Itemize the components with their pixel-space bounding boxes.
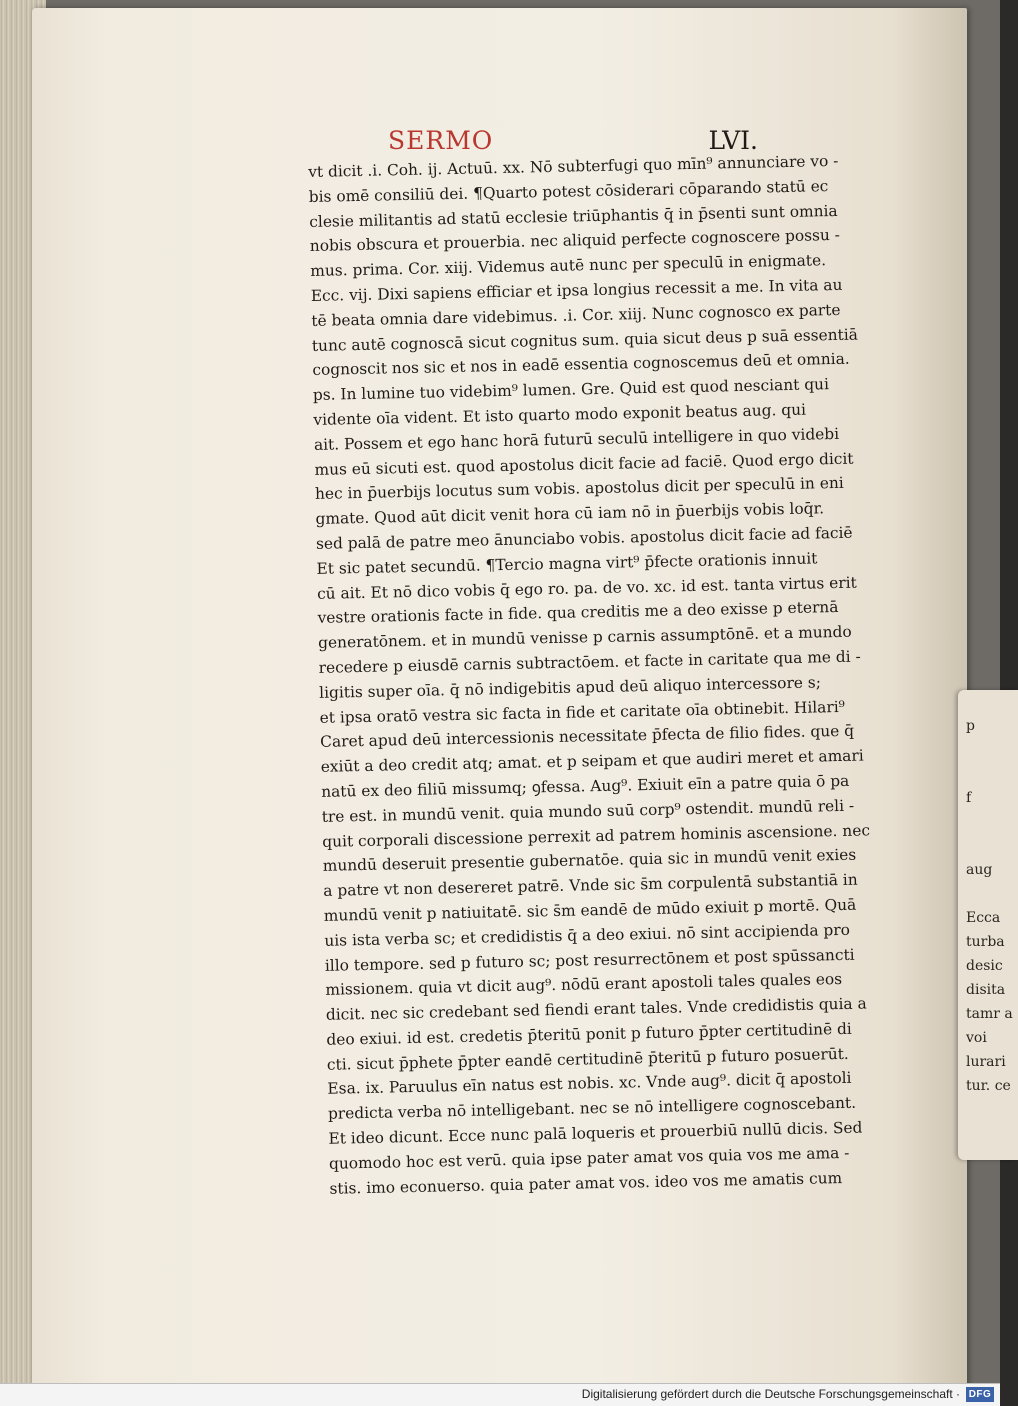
adjacent-page-fragment: aug (966, 862, 993, 878)
text-line: illo tempore. sed p futuro sc; post resurrectōnem et post spūssancti (324, 945, 855, 975)
text-line: Et ideo dicunt. Ecce nunc palā loqueris et prouerbiū nullū dicis. Sed (328, 1118, 863, 1148)
text-line: ligitis super oīa. q̄ nō indigebitis apud deū aliquo intercessore s; (318, 673, 822, 702)
text-line: recedere p eiusdē carnis subtractōem. et facte in caritate qua me di ‑ (318, 647, 861, 677)
text-line: quit corporali discessione perrexit ad patrem hominis ascensione. nec (322, 820, 871, 851)
text-line: nobis obscura et prouerbia. nec aliquid perfecte cognoscere possu ‑ (309, 226, 841, 256)
dfg-logo-icon: DFG (966, 1387, 994, 1402)
adjacent-page-fragment (958, 882, 1018, 906)
text-line: generatōnem. et in mundū venisse p carnis assumptōnē. et a mundo (317, 622, 852, 653)
text-line: natū ex deo filiū missumq; ꝯfessa. Aug⁹. Exiuit eīn a patre quia ō pa (321, 771, 850, 801)
text-line: ps. In lumine tuo videbim⁹ lumen. Gre. Quid est quod nesciant qui (312, 375, 830, 405)
text-line: ait. Possem et ego hanc horā futurū seculū intelligere in quo videbi (313, 424, 840, 454)
adjacent-page-edge (958, 690, 1018, 1160)
text-line: missionem. quia vt dicit aug⁹. nōdū erant apostoli tales quales eos (325, 970, 843, 1000)
text-line: gmate. Quod aūt dicit venit hora cū iam nō in p̄uerbijs vobis loq̄r. (315, 499, 825, 529)
text-line: hec in p̄uerbijs locutus sum vobis. apostolus dicit per speculū in eni (314, 474, 844, 504)
adjacent-page-fragment: turba (966, 934, 1005, 950)
adjacent-page-fragment: p (966, 718, 975, 734)
adjacent-page-fragment: tur. ce (966, 1078, 1011, 1094)
adjacent-page-fragment (958, 690, 1018, 714)
footer-credit: Digitalisierung gefördert durch die Deutsche Forschungsgemeinschaft · (581, 1387, 960, 1401)
running-title-right: LVI. (708, 126, 758, 155)
text-line: tunc autē cognoscā sicut cognitus sum. quia sicut deus p suā essentiā (311, 325, 859, 355)
text-line: predicta verba nō intelligebant. nec se nō intelligere cognoscebant. (327, 1094, 857, 1124)
running-title-left: SERMO (388, 126, 494, 155)
text-line: Esa. ix. Paruulus eīn natus est nobis. xc. Vnde aug⁹. dicit q̄ apostoli (327, 1069, 852, 1099)
text-line: quomodo hoc est verū. quia ipse pater amat vos quia vos me ama ‑ (328, 1143, 850, 1173)
text-line: et ipsa oratō vestra sic facta in fide et caritate oīa obtinebit. Hilari⁹ (319, 697, 845, 727)
adjacent-page-fragment: f (966, 790, 972, 806)
text-line: mus eū sicuti est. quod apostolus dicit facie ad faciē. Quod ergo dicit (314, 449, 854, 479)
text-line: exiūt a deo credit atq; amat. et p seipam et que audiri meret et amari (320, 746, 864, 776)
text-line: stis. imo econuerso. quia pater amat vos. ideo vos me amatis cum (329, 1168, 843, 1198)
text-line: cognoscit nos sic et nos in eadē essentia cognoscemus deū et omnia. (312, 350, 850, 380)
text-line: cti. sicut p̄phete p̄pter eandē certitudinē p̄teritū p futuro posuerūt. (326, 1044, 849, 1074)
text-line: vidente oīa vident. Et isto quarto modo exponit beatus aug. qui (313, 400, 807, 429)
text-line: dicit. nec sic credebant sed fiendi erant tales. Vnde credidistis quia a (325, 994, 867, 1024)
text-line: clesie militantis ad statū ecclesie triūphantis q̄ in p̄senti sunt omnia (309, 201, 838, 231)
adjacent-page-fragment: lurari (966, 1054, 1006, 1070)
text-line: vestre orationis facte in fide. qua creditis me a deo exisse p eternā (317, 598, 839, 628)
text-line: vt dicit .i. Coh. ij. Actuū. xx. Nō subterfugi quo mīn⁹ annunciare vo ‑ (308, 151, 839, 181)
text-line: mundū venit p natiuitatē. sic s̄m eandē de mūdo exiuit p mortē. Quā (323, 895, 857, 925)
adjacent-page-fragment: voi (966, 1030, 987, 1046)
text-line: bis omē consiliū dei. ¶Quarto potest cōsiderari cōparando statū ec (308, 176, 829, 206)
adjacent-page-fragment: disita (966, 982, 1006, 998)
text-line: a patre vt non desereret patrē. Vnde sic s̄m corpulentā substantiā in (323, 870, 858, 900)
text-line: tre est. in mundū venit. quia mundo suū corp⁹ ostendit. mundū reli ‑ (321, 796, 855, 826)
text-line: sed palā de patre meo ānunciabo vobis. apostolus dicit facie ad faciē (315, 523, 853, 553)
adjacent-page-fragment (958, 762, 1018, 786)
body-text (308, 148, 890, 1201)
text-line: cū ait. Et nō dico vobis q̄ ego ro. pa. de vo. xc. id est. tanta virtus erit (316, 573, 857, 603)
text-line: mus. prima. Cor. xiij. Videmus autē nunc per speculū in enigmate. (310, 251, 827, 281)
text-line: Caret apud deū intercessionis necessitate p̄fecta de filio fides. que q̄ (320, 722, 855, 752)
adjacent-page-fragment: tamr a (966, 1006, 1013, 1022)
text-line: uis ista verba sc; et credidistis q̄ a deo exiui. nō sint accipienda pro (324, 920, 851, 950)
adjacent-page-fragment (958, 738, 1018, 762)
text-line: tē beata omnia dare videbimus. .i. Cor. xiij. Nunc cognosco ex parte (311, 300, 841, 330)
adjacent-page-fragment: desic (966, 958, 1003, 974)
text-line: Et sic patet secundū. ¶Tercio magna virt⁹ p̄fecte orationis innuit (316, 549, 818, 578)
text-line: Ecc. vij. Dixi sapiens efficiar et ipsa longius recessit a me. In vita au (310, 275, 843, 305)
text-line: deo exiui. id est. credetis p̄teritū ponit p futuro p̄pter certitudinē di (326, 1019, 852, 1049)
footer-bar (0, 1383, 1000, 1406)
adjacent-page-fragment (958, 810, 1018, 834)
adjacent-page-fragment: Ecca (966, 910, 1001, 926)
adjacent-page-fragment (958, 834, 1018, 858)
text-line: mundū deseruit presentie gubernatōe. quia sic in mundū venit exies (322, 845, 857, 876)
